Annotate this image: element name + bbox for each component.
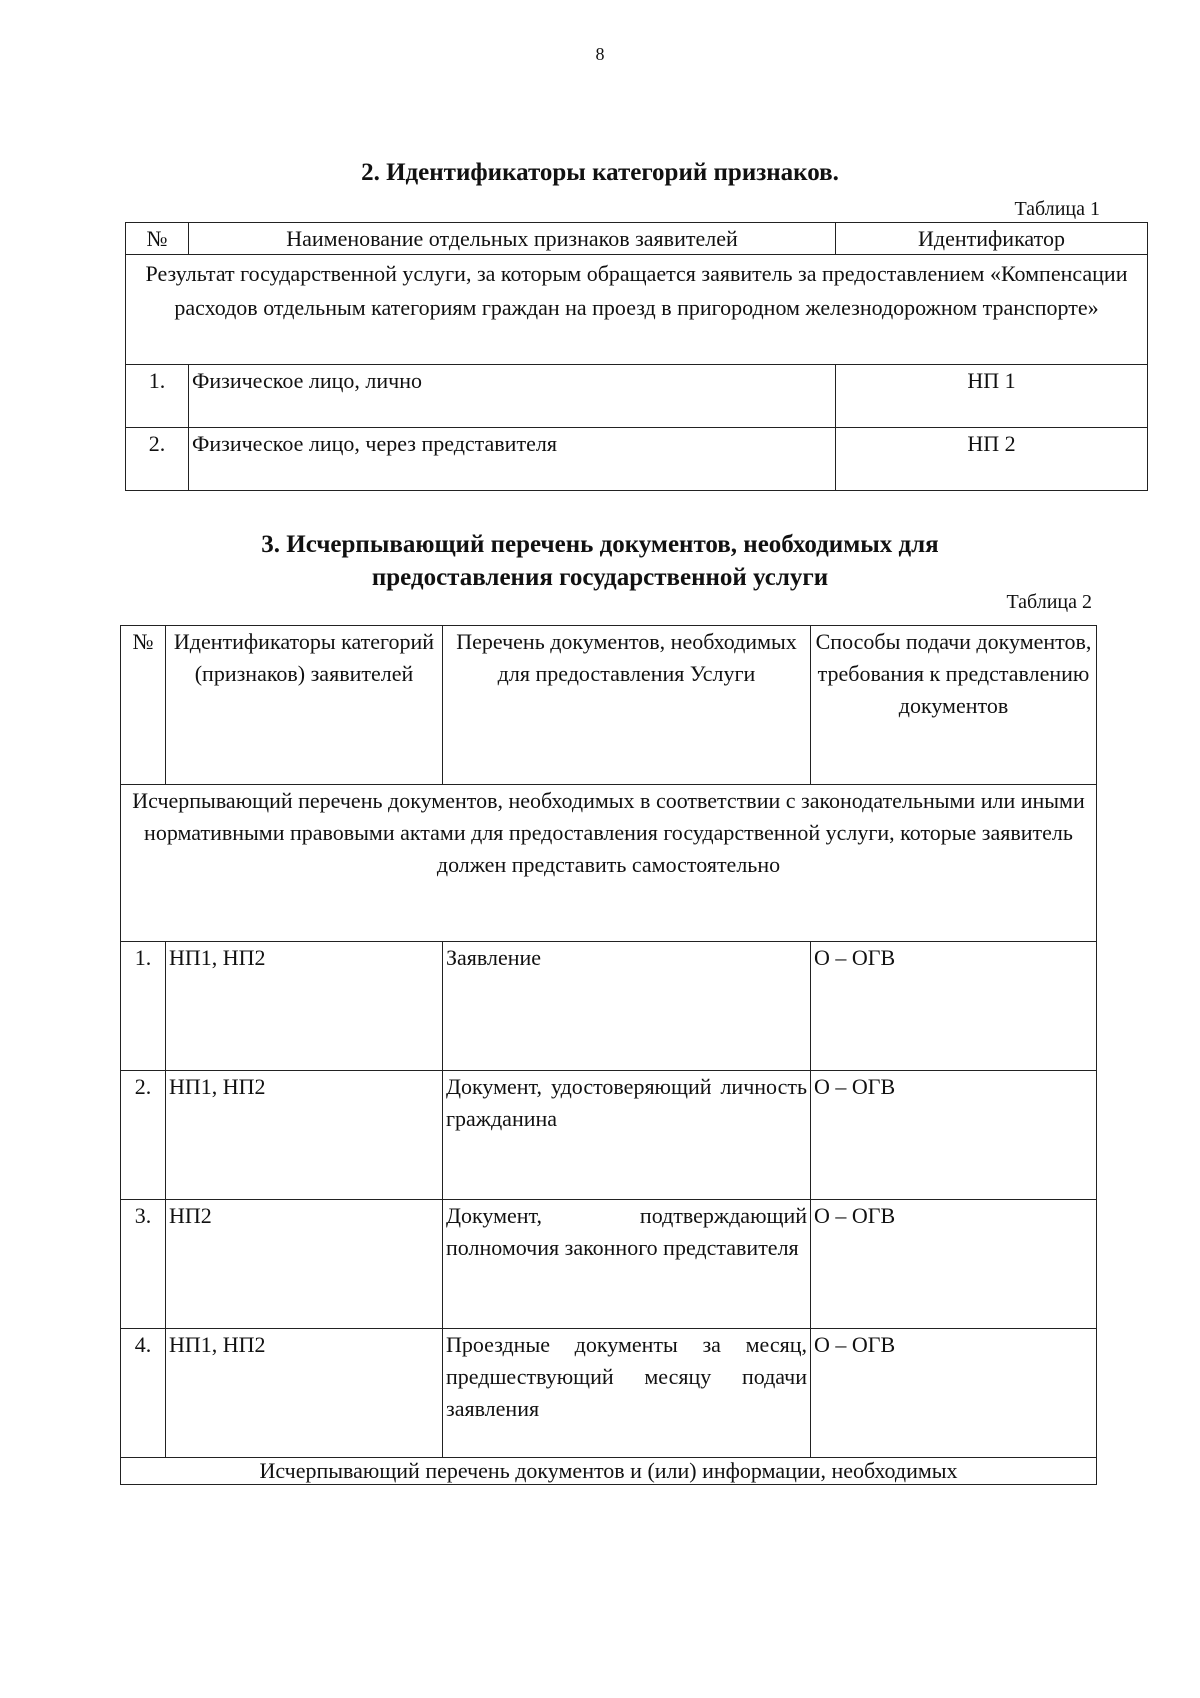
- table-1-header-row: [126, 223, 1148, 255]
- row-name: Физическое лицо, лично: [189, 365, 836, 428]
- row-document: Проездные документы за месяц, предшествующий месяцу подачи заявления: [443, 1329, 811, 1458]
- table-row: [121, 1071, 1097, 1200]
- table-2-continuation-text: Исчерпывающий перечень документов и (или) информации, необходимых: [121, 1458, 1097, 1485]
- row-method: О – ОГВ: [811, 1200, 1097, 1329]
- table-2-header-documents: Перечень документов, необходимых для предоставления Услуги: [443, 626, 811, 785]
- row-method: О – ОГВ: [811, 1329, 1097, 1458]
- section-3-heading: [0, 528, 1200, 594]
- table-2-header-methods: Способы подачи документов, требования к представлению документов: [811, 626, 1097, 785]
- section-3-heading-line-1: 3. Исчерпывающий перечень документов, необходимых для: [261, 531, 939, 558]
- row-number: 1.: [126, 365, 189, 428]
- table-row: [121, 1329, 1097, 1458]
- row-number: 2.: [126, 428, 189, 491]
- section-2-heading: 2. Идентификаторы категорий признаков.: [361, 159, 839, 186]
- row-number: 3.: [121, 1200, 166, 1329]
- row-number: 4.: [121, 1329, 166, 1458]
- table-2-header-number: №: [121, 626, 166, 785]
- table-1-header-number: №: [126, 223, 189, 255]
- table-row: [126, 428, 1148, 491]
- table-1-span-row: [126, 255, 1148, 365]
- row-document: Документ, удостоверяющий личность гражданина: [443, 1071, 811, 1200]
- table-2-span-text: Исчерпывающий перечень документов, необходимых в соответствии с законодательными или иными нормативными правовыми актами для предоставления государственной услуги, которые заявитель должен представить самостоятельно: [121, 785, 1097, 942]
- table-row: [121, 942, 1097, 1071]
- table-row: [121, 1200, 1097, 1329]
- table-2-span-row: [121, 785, 1097, 942]
- table-1-header-identifier: Идентификатор: [836, 223, 1148, 255]
- row-identifiers: НП1, НП2: [166, 942, 443, 1071]
- row-document: Документ, подтверждающий полномочия законного представителя: [443, 1200, 811, 1329]
- page-number: 8: [595, 44, 605, 64]
- row-identifier: НП 2: [836, 428, 1148, 491]
- row-number: 1.: [121, 942, 166, 1071]
- table-1-header-name: Наименование отдельных признаков заявителей: [189, 223, 836, 255]
- table-2-header-identifiers: Идентификаторы категорий (признаков) заявителей: [166, 626, 443, 785]
- row-name: Физическое лицо, через представителя: [189, 428, 836, 491]
- row-method: О – ОГВ: [811, 1071, 1097, 1200]
- table-1: [125, 222, 1148, 491]
- table-2: [120, 625, 1097, 1485]
- row-identifiers: НП1, НП2: [166, 1071, 443, 1200]
- table-1-span-text: Результат государственной услуги, за которым обращается заявитель за предоставлением «Компенсации расходов отдельным категориям граждан на проезд в пригородном железнодорожном транспорте»: [126, 255, 1148, 365]
- table-1-label: Таблица 1: [1014, 198, 1100, 220]
- table-2-label: Таблица 2: [1006, 591, 1092, 613]
- row-identifiers: НП1, НП2: [166, 1329, 443, 1458]
- section-3-heading-line-2: предоставления государственной услуги: [371, 564, 829, 591]
- row-number: 2.: [121, 1071, 166, 1200]
- row-document: Заявление: [443, 942, 811, 1071]
- row-method: О – ОГВ: [811, 942, 1097, 1071]
- table-2-header-row: [121, 626, 1097, 785]
- row-identifier: НП 1: [836, 365, 1148, 428]
- table-2-continuation-row: [121, 1458, 1097, 1485]
- table-row: [126, 365, 1148, 428]
- row-identifiers: НП2: [166, 1200, 443, 1329]
